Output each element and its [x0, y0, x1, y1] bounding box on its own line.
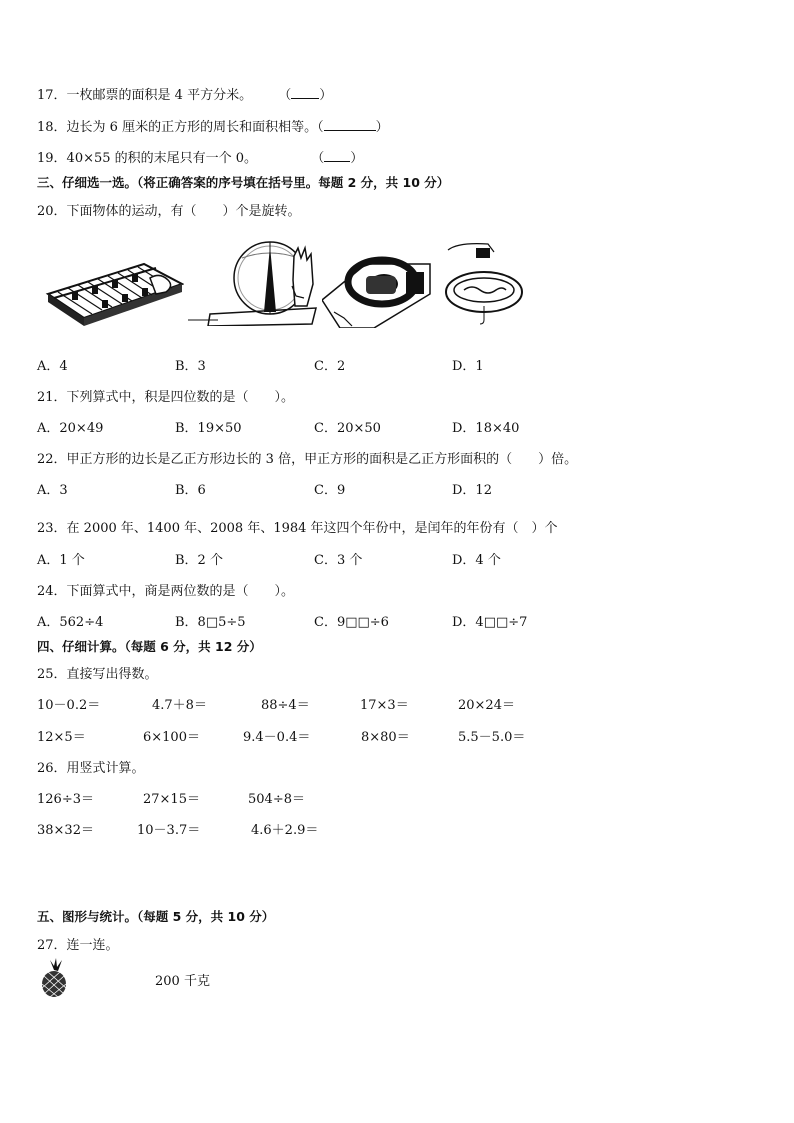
section-4-heading: 四、仔细计算。（每题 6 分，共 12 分） — [37, 639, 262, 654]
question-17: 17．一枚邮票的面积是 4 平方分米。 （ ） — [37, 88, 333, 103]
question-17-text: 17．一枚邮票的面积是 4 平方分米。 — [37, 88, 253, 103]
question-21-text: 21．下列算式中，积是四位数的是（ ）。 — [37, 390, 295, 405]
q25-item: 17×3＝ — [360, 698, 409, 713]
section-3-heading: 三、仔细选一选。（将正确答案的序号填在括号里。每题 2 分，共 10 分） — [37, 175, 450, 190]
steering-wheel-image — [322, 236, 432, 328]
q20-option-b[interactable]: B．3 — [175, 359, 206, 374]
q25-item: 10－0.2＝ — [37, 698, 101, 713]
q26-item: 38×32＝ — [37, 823, 94, 838]
faucet-sink-image — [440, 236, 524, 328]
q20-option-c[interactable]: C．2 — [314, 359, 346, 374]
q25-item: 6×100＝ — [143, 730, 200, 745]
q25-item: 20×24＝ — [458, 698, 515, 713]
q21-option-b[interactable]: B．19×50 — [175, 421, 242, 436]
question-19-text: 19．40×55 的积的末尾只有一个 0。 — [37, 151, 258, 166]
q23-option-c[interactable]: C．3 个 — [314, 553, 363, 568]
q22-option-b[interactable]: B．6 — [175, 483, 206, 498]
q25-item: 88÷4＝ — [261, 698, 310, 713]
q22-option-c[interactable]: C．9 — [314, 483, 346, 498]
q21-option-a[interactable]: A．20×49 — [37, 421, 104, 436]
q25-item: 12×5＝ — [37, 730, 86, 745]
question-20-pictures — [44, 236, 524, 328]
q25-item: 4.7＋8＝ — [152, 698, 207, 713]
q20-option-d[interactable]: D．1 — [452, 359, 484, 374]
question-19: 19．40×55 的积的末尾只有一个 0。 （ ） — [37, 151, 364, 166]
weight-label[interactable]: 200 千克 — [155, 974, 210, 989]
question-23-text: 23．在 2000 年、1400 年、2008 年、1984 年这四个年份中，是闰年的年份有（ ）个 — [37, 521, 558, 536]
q26-item: 10－3.7＝ — [137, 823, 201, 838]
q23-option-b[interactable]: B．2 个 — [175, 553, 223, 568]
q22-option-a[interactable]: A．3 — [37, 483, 68, 498]
question-18: 18．边长为 6 厘米的正方形的周长和面积相等。（ ） — [37, 120, 389, 135]
q23-option-d[interactable]: D．4 个 — [452, 553, 501, 568]
q23-option-a[interactable]: A．1 个 — [37, 553, 85, 568]
q25-item: 9.4－0.4＝ — [243, 730, 311, 745]
q22-option-d[interactable]: D．12 — [452, 483, 492, 498]
abacus-image — [44, 236, 184, 326]
answer-blank-17[interactable] — [291, 86, 319, 99]
answer-blank-19[interactable] — [324, 149, 350, 162]
q26-item: 126÷3＝ — [37, 792, 94, 807]
pineapple-icon — [38, 958, 70, 998]
q25-item: 8×80＝ — [361, 730, 410, 745]
q21-option-d[interactable]: D．18×40 — [452, 421, 520, 436]
q25-item: 5.5－5.0＝ — [458, 730, 526, 745]
q24-option-c[interactable]: C．9□□÷6 — [314, 615, 389, 630]
answer-blank-18[interactable] — [324, 118, 376, 131]
q21-option-c[interactable]: C．20×50 — [314, 421, 381, 436]
q24-option-b[interactable]: B．8□5÷5 — [175, 615, 246, 630]
hand-image — [284, 236, 324, 326]
q26-item: 4.6＋2.9＝ — [251, 823, 319, 838]
question-27-text: 27．连一连。 — [37, 938, 119, 953]
q26-item: 504÷8＝ — [248, 792, 305, 807]
question-18-text: 18．边长为 6 厘米的正方形的周长和面积相等。 — [37, 120, 318, 135]
question-25-text: 25．直接写出得数。 — [37, 667, 158, 682]
section-5-heading: 五、图形与统计。（每题 5 分，共 10 分） — [37, 909, 275, 924]
question-20-text: 20．下面物体的运动，有（ ）个是旋转。 — [37, 204, 301, 219]
question-24-text: 24．下面算式中，商是两位数的是（ ）。 — [37, 584, 295, 599]
q20-option-a[interactable]: A．4 — [37, 359, 68, 374]
q26-item: 27×15＝ — [143, 792, 200, 807]
q24-option-a[interactable]: A．562÷4 — [37, 615, 104, 630]
question-26-text: 26．用竖式计算。 — [37, 761, 145, 776]
question-22-text: 22．甲正方形的边长是乙正方形边长的 3 倍，甲正方形的面积是乙正方形面积的（ ）倍。 — [37, 452, 578, 467]
q24-option-d[interactable]: D．4□□÷7 — [452, 615, 528, 630]
